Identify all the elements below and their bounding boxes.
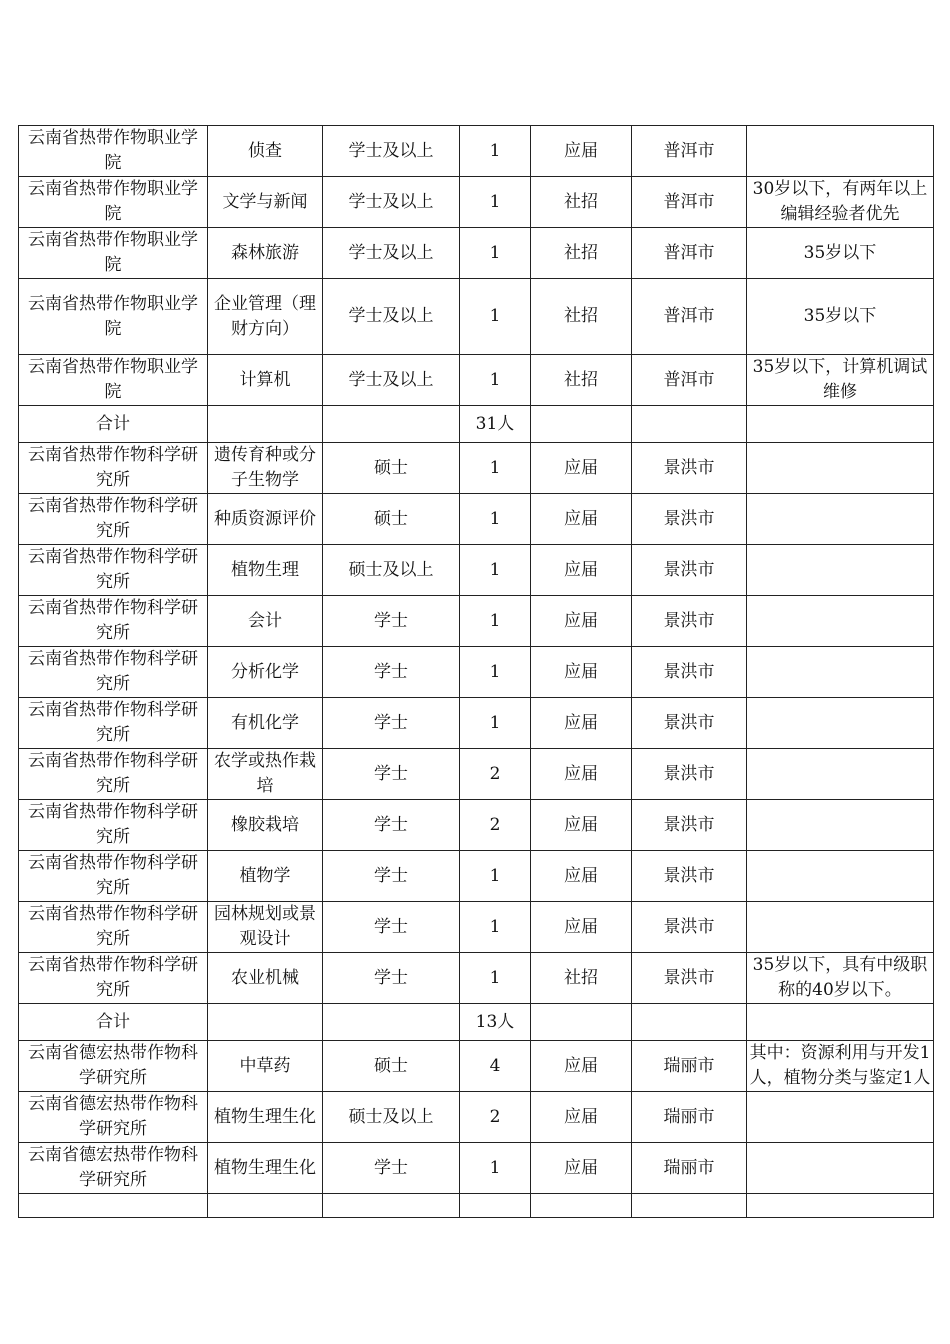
type-cell: 应届 [531, 545, 632, 596]
location-cell: 景洪市 [632, 902, 747, 953]
note-cell: 35岁以下 [747, 279, 934, 355]
location-cell: 景洪市 [632, 596, 747, 647]
count-cell: 1 [460, 851, 531, 902]
count-cell: 1 [460, 1143, 531, 1194]
count-cell: 2 [460, 749, 531, 800]
note-cell: 其中：资源利用与开发1人，植物分类与鉴定1人 [747, 1041, 934, 1092]
degree-cell: 学士及以上 [323, 177, 460, 228]
empty-cell [747, 406, 934, 443]
table-row [19, 800, 934, 851]
table-row [19, 443, 934, 494]
note-cell: 35岁以下 [747, 228, 934, 279]
location-cell: 景洪市 [632, 443, 747, 494]
count-cell: 1 [460, 177, 531, 228]
type-cell: 应届 [531, 443, 632, 494]
location-cell: 普洱市 [632, 126, 747, 177]
degree-cell: 学士及以上 [323, 355, 460, 406]
location-cell: 瑞丽市 [632, 1092, 747, 1143]
type-cell: 应届 [531, 1092, 632, 1143]
table-row [19, 545, 934, 596]
recruitment-table [18, 125, 934, 1218]
major-cell: 农学或热作栽培 [208, 749, 323, 800]
type-cell: 应届 [531, 851, 632, 902]
unit-cell: 云南省热带作物科学研究所 [19, 698, 208, 749]
table-row [19, 126, 934, 177]
unit-cell: 云南省热带作物科学研究所 [19, 545, 208, 596]
type-cell: 社招 [531, 355, 632, 406]
unit-cell: 云南省热带作物科学研究所 [19, 647, 208, 698]
total-value: 13人 [460, 1004, 531, 1041]
empty-cell [531, 1004, 632, 1041]
location-cell: 景洪市 [632, 545, 747, 596]
location-cell: 普洱市 [632, 177, 747, 228]
count-cell: 2 [460, 800, 531, 851]
note-cell [747, 698, 934, 749]
note-cell: 35岁以下，计算机调试维修 [747, 355, 934, 406]
degree-cell: 学士 [323, 596, 460, 647]
degree-cell: 学士及以上 [323, 126, 460, 177]
unit-cell: 云南省热带作物科学研究所 [19, 902, 208, 953]
major-cell: 植物学 [208, 851, 323, 902]
empty-cell [460, 1194, 531, 1218]
count-cell: 1 [460, 902, 531, 953]
table-row [19, 749, 934, 800]
empty-cell [747, 1004, 934, 1041]
note-cell [747, 126, 934, 177]
count-cell: 1 [460, 279, 531, 355]
major-cell: 植物生理生化 [208, 1092, 323, 1143]
type-cell: 应届 [531, 1041, 632, 1092]
table-row [19, 1041, 934, 1092]
unit-cell: 云南省热带作物科学研究所 [19, 596, 208, 647]
unit-cell: 云南省热带作物科学研究所 [19, 851, 208, 902]
total-label: 合计 [19, 1004, 208, 1041]
empty-cell [632, 406, 747, 443]
empty-cell [531, 406, 632, 443]
count-cell: 4 [460, 1041, 531, 1092]
major-cell: 企业管理（理财方向） [208, 279, 323, 355]
location-cell: 普洱市 [632, 355, 747, 406]
note-cell [747, 1143, 934, 1194]
note-cell [747, 851, 934, 902]
location-cell: 瑞丽市 [632, 1143, 747, 1194]
table-row [19, 953, 934, 1004]
type-cell: 应届 [531, 800, 632, 851]
note-cell [747, 1092, 934, 1143]
table-row [19, 177, 934, 228]
empty-cell [323, 1194, 460, 1218]
note-cell [747, 545, 934, 596]
location-cell: 景洪市 [632, 953, 747, 1004]
unit-cell: 云南省热带作物职业学院 [19, 279, 208, 355]
degree-cell: 硕士 [323, 443, 460, 494]
total-row [19, 406, 934, 443]
count-cell: 1 [460, 355, 531, 406]
degree-cell: 学士 [323, 698, 460, 749]
table-body [19, 126, 934, 1218]
type-cell: 应届 [531, 647, 632, 698]
major-cell: 侦查 [208, 126, 323, 177]
major-cell: 农业机械 [208, 953, 323, 1004]
count-cell: 1 [460, 545, 531, 596]
major-cell: 植物生理 [208, 545, 323, 596]
major-cell: 植物生理生化 [208, 1143, 323, 1194]
unit-cell: 云南省热带作物科学研究所 [19, 953, 208, 1004]
note-cell: 35岁以下，具有中级职称的40岁以下。 [747, 953, 934, 1004]
unit-cell: 云南省热带作物职业学院 [19, 177, 208, 228]
count-cell: 2 [460, 1092, 531, 1143]
major-cell: 文学与新闻 [208, 177, 323, 228]
type-cell: 应届 [531, 596, 632, 647]
unit-cell: 云南省德宏热带作物科学研究所 [19, 1092, 208, 1143]
empty-cell [208, 1004, 323, 1041]
note-cell [747, 647, 934, 698]
table-row [19, 494, 934, 545]
location-cell: 景洪市 [632, 494, 747, 545]
type-cell: 社招 [531, 953, 632, 1004]
degree-cell: 硕士 [323, 494, 460, 545]
count-cell: 1 [460, 953, 531, 1004]
type-cell: 应届 [531, 902, 632, 953]
unit-cell: 云南省热带作物职业学院 [19, 126, 208, 177]
degree-cell: 学士 [323, 1143, 460, 1194]
total-value: 31人 [460, 406, 531, 443]
major-cell: 橡胶栽培 [208, 800, 323, 851]
count-cell: 1 [460, 596, 531, 647]
empty-cell [632, 1194, 747, 1218]
type-cell: 应届 [531, 126, 632, 177]
table-row [19, 1143, 934, 1194]
note-cell: 30岁以下，有两年以上编辑经验者优先 [747, 177, 934, 228]
unit-cell: 云南省德宏热带作物科学研究所 [19, 1041, 208, 1092]
location-cell: 景洪市 [632, 698, 747, 749]
empty-cell [632, 1004, 747, 1041]
degree-cell: 硕士及以上 [323, 1092, 460, 1143]
table-row [19, 228, 934, 279]
degree-cell: 学士及以上 [323, 279, 460, 355]
type-cell: 应届 [531, 749, 632, 800]
degree-cell: 学士 [323, 647, 460, 698]
empty-cell [747, 1194, 934, 1218]
empty-cell [323, 1004, 460, 1041]
note-cell [747, 749, 934, 800]
degree-cell: 学士及以上 [323, 228, 460, 279]
empty-row [19, 1194, 934, 1218]
count-cell: 1 [460, 443, 531, 494]
note-cell [747, 902, 934, 953]
table-row [19, 596, 934, 647]
degree-cell: 学士 [323, 953, 460, 1004]
total-row [19, 1004, 934, 1041]
unit-cell: 云南省热带作物职业学院 [19, 228, 208, 279]
table-row [19, 1092, 934, 1143]
unit-cell: 云南省热带作物科学研究所 [19, 494, 208, 545]
major-cell: 种质资源评价 [208, 494, 323, 545]
count-cell: 1 [460, 126, 531, 177]
major-cell: 遗传育种或分子生物学 [208, 443, 323, 494]
type-cell: 应届 [531, 698, 632, 749]
type-cell: 社招 [531, 177, 632, 228]
unit-cell: 云南省德宏热带作物科学研究所 [19, 1143, 208, 1194]
unit-cell: 云南省热带作物科学研究所 [19, 800, 208, 851]
location-cell: 景洪市 [632, 749, 747, 800]
type-cell: 社招 [531, 228, 632, 279]
major-cell: 有机化学 [208, 698, 323, 749]
location-cell: 瑞丽市 [632, 1041, 747, 1092]
empty-cell [19, 1194, 208, 1218]
note-cell [747, 494, 934, 545]
empty-cell [323, 406, 460, 443]
count-cell: 1 [460, 494, 531, 545]
location-cell: 景洪市 [632, 851, 747, 902]
note-cell [747, 800, 934, 851]
note-cell [747, 596, 934, 647]
empty-cell [531, 1194, 632, 1218]
location-cell: 普洱市 [632, 228, 747, 279]
location-cell: 景洪市 [632, 800, 747, 851]
type-cell: 社招 [531, 279, 632, 355]
note-cell [747, 443, 934, 494]
table-row [19, 851, 934, 902]
degree-cell: 硕士及以上 [323, 545, 460, 596]
unit-cell: 云南省热带作物科学研究所 [19, 749, 208, 800]
major-cell: 会计 [208, 596, 323, 647]
total-label: 合计 [19, 406, 208, 443]
major-cell: 计算机 [208, 355, 323, 406]
empty-cell [208, 406, 323, 443]
major-cell: 分析化学 [208, 647, 323, 698]
count-cell: 1 [460, 228, 531, 279]
empty-cell [208, 1194, 323, 1218]
unit-cell: 云南省热带作物职业学院 [19, 355, 208, 406]
degree-cell: 学士 [323, 749, 460, 800]
type-cell: 应届 [531, 494, 632, 545]
degree-cell: 硕士 [323, 1041, 460, 1092]
table-row [19, 698, 934, 749]
major-cell: 园林规划或景观设计 [208, 902, 323, 953]
count-cell: 1 [460, 698, 531, 749]
degree-cell: 学士 [323, 800, 460, 851]
table-row [19, 902, 934, 953]
major-cell: 中草药 [208, 1041, 323, 1092]
table-row [19, 355, 934, 406]
degree-cell: 学士 [323, 851, 460, 902]
degree-cell: 学士 [323, 902, 460, 953]
type-cell: 应届 [531, 1143, 632, 1194]
table-row [19, 279, 934, 355]
unit-cell: 云南省热带作物科学研究所 [19, 443, 208, 494]
major-cell: 森林旅游 [208, 228, 323, 279]
location-cell: 普洱市 [632, 279, 747, 355]
table-row [19, 647, 934, 698]
location-cell: 景洪市 [632, 647, 747, 698]
count-cell: 1 [460, 647, 531, 698]
